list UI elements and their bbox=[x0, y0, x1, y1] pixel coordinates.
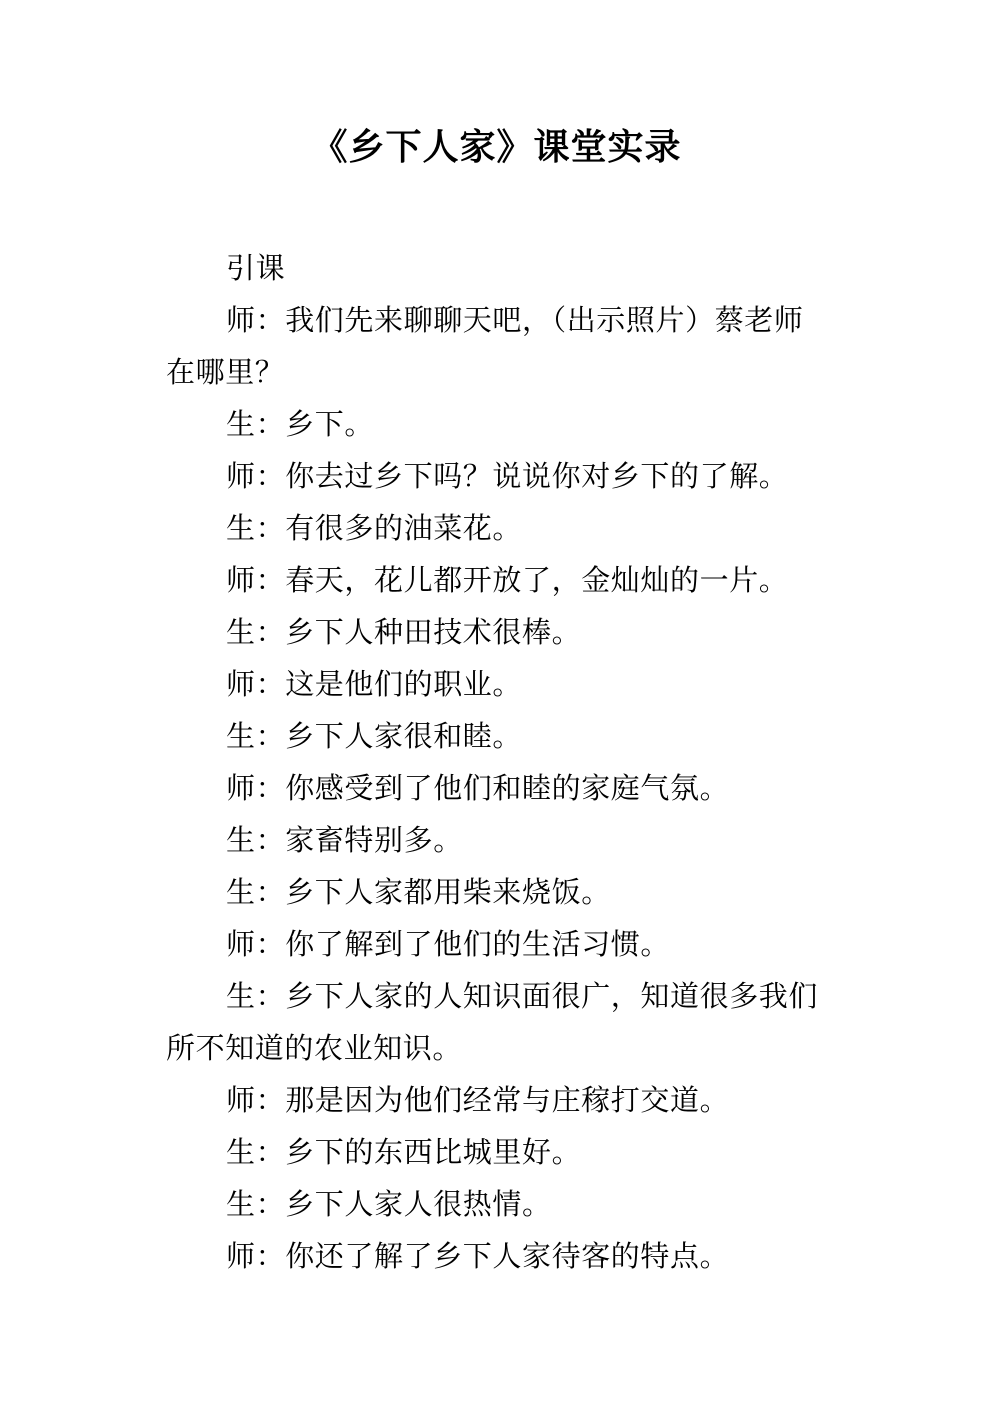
paragraph-student-line: 生：乡下人家人很热情。 bbox=[226, 1187, 552, 1221]
paragraph-teacher-line: 师：你去过乡下吗？说说你对乡下的了解。 bbox=[226, 459, 789, 493]
paragraph-student-line: 生：家畜特别多。 bbox=[226, 823, 463, 857]
document-title: 《乡下人家》课堂实录 bbox=[311, 127, 682, 168]
paragraph-teacher-line: 师：我们先来聊聊天吧，（出示照片）蔡老师在哪里？ bbox=[166, 303, 804, 389]
document-body bbox=[166, 242, 830, 1282]
paragraph-teacher-line: 师：春天，花儿都开放了，金灿灿的一片。 bbox=[226, 563, 789, 597]
paragraph-section-heading: 引课 bbox=[226, 251, 286, 285]
paragraph-student-line: 生：乡下人家很和睦。 bbox=[226, 719, 523, 753]
paragraph-student-line: 生：乡下人家都用柴来烧饭。 bbox=[226, 875, 611, 909]
paragraph-student-line: 生：乡下的东西比城里好。 bbox=[226, 1135, 582, 1169]
paragraph-student-line: 生：乡下人家的人知识面很广，知道很多我们所不知道的农业知识。 bbox=[166, 979, 819, 1065]
paragraph-student-line: 生：有很多的油菜花。 bbox=[226, 511, 523, 545]
paragraph-teacher-line: 师：这是他们的职业。 bbox=[226, 667, 523, 701]
paragraph-teacher-line: 师：那是因为他们经常与庄稼打交道。 bbox=[226, 1083, 730, 1117]
paragraph-student-line: 生：乡下人种田技术很棒。 bbox=[226, 615, 582, 649]
paragraph-teacher-line: 师：你了解到了他们的生活习惯。 bbox=[226, 927, 671, 961]
paragraph-student-line: 生：乡下。 bbox=[226, 407, 375, 441]
paragraph-teacher-line: 师：你还了解了乡下人家待客的特点。 bbox=[226, 1239, 730, 1273]
paragraph-teacher-line: 师：你感受到了他们和睦的家庭气氛。 bbox=[226, 771, 730, 805]
